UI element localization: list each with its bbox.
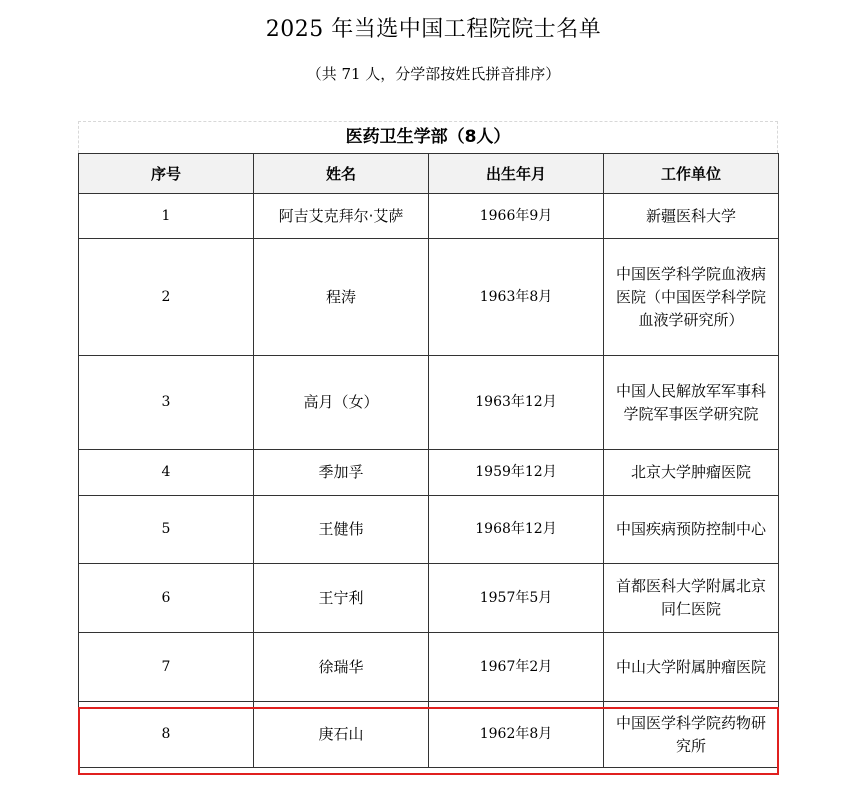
header-birth: 出生年月 bbox=[429, 154, 604, 194]
cell-name: 程涛 bbox=[254, 239, 429, 356]
cell-organization: 中国人民解放军军事科学院军事医学研究院 bbox=[604, 356, 779, 450]
cell-index: 6 bbox=[79, 564, 254, 633]
roster-table bbox=[78, 153, 779, 768]
cell-birth: 1968年12月 bbox=[429, 496, 604, 564]
table-row bbox=[79, 450, 779, 496]
cell-organization: 中山大学附属肿瘤医院 bbox=[604, 633, 779, 702]
cell-birth: 1963年8月 bbox=[429, 239, 604, 356]
cell-birth: 1957年5月 bbox=[429, 564, 604, 633]
cell-name: 高月（女） bbox=[254, 356, 429, 450]
cell-name: 庚石山 bbox=[254, 702, 429, 768]
cell-name: 季加孚 bbox=[254, 450, 429, 496]
cell-organization: 中国疾病预防控制中心 bbox=[604, 496, 779, 564]
roster-table-container bbox=[78, 121, 778, 768]
cell-index: 1 bbox=[79, 194, 254, 239]
cell-name: 王宁利 bbox=[254, 564, 429, 633]
cell-index: 7 bbox=[79, 633, 254, 702]
cell-birth: 1962年8月 bbox=[429, 702, 604, 768]
document-title: 2025 年当选中国工程院院士名单 bbox=[265, 17, 602, 42]
cell-index: 8 bbox=[79, 702, 254, 768]
table-row bbox=[79, 194, 779, 239]
table-row bbox=[79, 564, 779, 633]
cell-name: 王健伟 bbox=[254, 496, 429, 564]
table-row bbox=[79, 496, 779, 564]
table-row bbox=[79, 633, 779, 702]
header-index: 序号 bbox=[79, 154, 254, 194]
cell-birth: 1966年9月 bbox=[429, 194, 604, 239]
table-row bbox=[79, 356, 779, 450]
cell-birth: 1959年12月 bbox=[429, 450, 604, 496]
cell-name: 阿吉艾克拜尔·艾萨 bbox=[254, 194, 429, 239]
header-name: 姓名 bbox=[254, 154, 429, 194]
cell-organization: 首都医科大学附属北京同仁医院 bbox=[604, 564, 779, 633]
cell-organization: 北京大学肿瘤医院 bbox=[604, 450, 779, 496]
cell-organization: 中国医学科学院血液病医院（中国医学科学院血液学研究所） bbox=[604, 239, 779, 356]
cell-index: 4 bbox=[79, 450, 254, 496]
header-organization: 工作单位 bbox=[604, 154, 779, 194]
table-header-row bbox=[79, 154, 779, 194]
cell-birth: 1963年12月 bbox=[429, 356, 604, 450]
cell-index: 3 bbox=[79, 356, 254, 450]
cell-index: 5 bbox=[79, 496, 254, 564]
cell-organization: 中国医学科学院药物研究所 bbox=[604, 702, 779, 768]
cell-name: 徐瑞华 bbox=[254, 633, 429, 702]
table-row bbox=[79, 239, 779, 356]
section-title: 医药卫生学部（8人） bbox=[78, 121, 778, 153]
cell-organization: 新疆医科大学 bbox=[604, 194, 779, 239]
cell-index: 2 bbox=[79, 239, 254, 356]
table-row-highlighted bbox=[79, 702, 779, 768]
document-subtitle: （共 71 人，分学部按姓氏拼音排序） bbox=[306, 65, 561, 83]
cell-birth: 1967年2月 bbox=[429, 633, 604, 702]
